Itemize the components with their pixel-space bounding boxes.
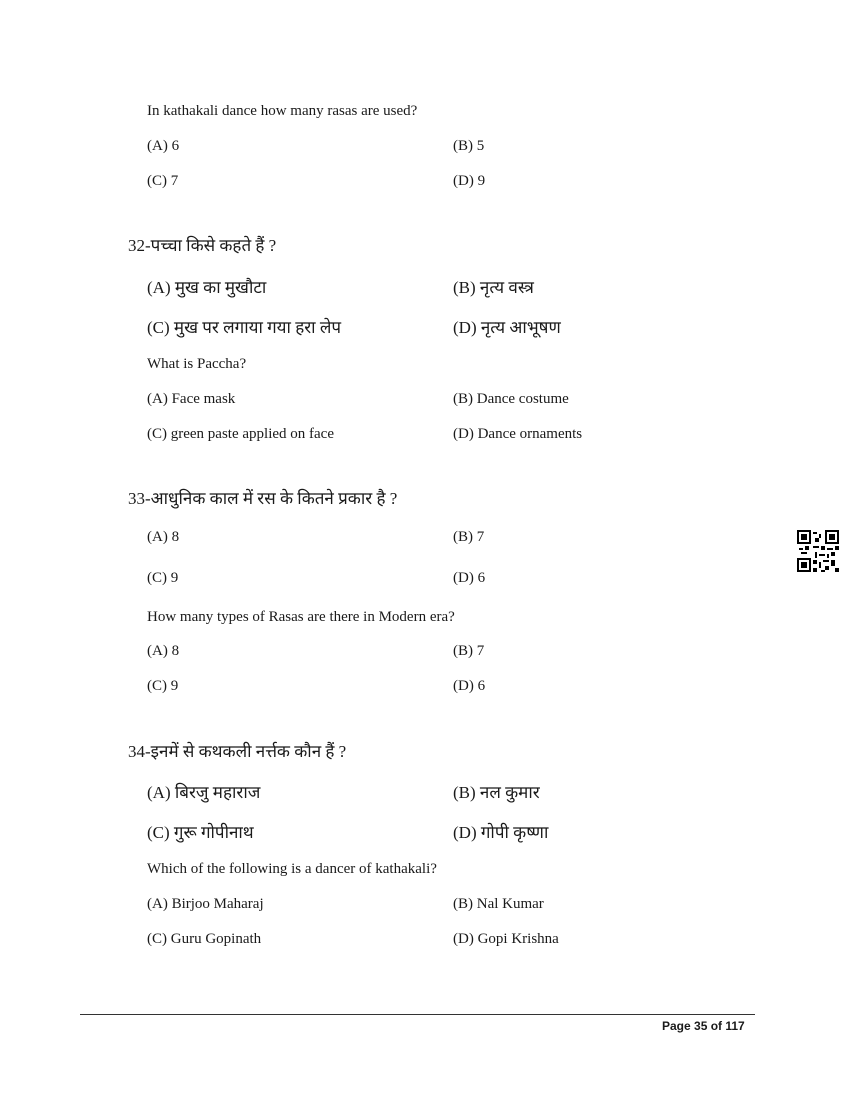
q33-english-question: How many types of Rasas are there in Modern era?: [147, 609, 455, 625]
q33-option-c: (C) 9: [147, 678, 179, 694]
q31-english-question: In kathakali dance how many rasas are used?: [147, 103, 418, 119]
q32-hindi-option-b: (B) नृत्य वस्त्र: [453, 278, 534, 297]
q33-option-d: (D) 6: [453, 678, 486, 694]
q32-english-question: What is Paccha?: [147, 356, 247, 372]
q34-hindi-option-b: (B) नल कुमार: [453, 783, 540, 802]
page-number: Page 35 of 117: [662, 1019, 745, 1033]
q32-hindi-question: 32-पच्चा किसे कहते हैं ?: [128, 236, 277, 255]
q34-hindi-option-d: (D) गोपी कृष्णा: [453, 823, 549, 842]
q33-option-b: (B) 7: [453, 643, 485, 659]
q32-hindi-option-d: (D) नृत्य आभूषण: [453, 318, 561, 337]
q34-hindi-question: 34-इनमें से कथकली नर्त्तक कौन हैं ?: [128, 742, 347, 761]
q32-hindi-option-a: (A) मुख का मुखौटा: [147, 278, 267, 297]
footer-rule: [80, 1014, 755, 1015]
q31-option-a: (A) 6: [147, 138, 180, 154]
q34-hindi-option-c: (C) गुरू गोपीनाथ: [147, 823, 254, 842]
q32-option-a: (A) Face mask: [147, 391, 236, 407]
q34-option-d: (D) Gopi Krishna: [453, 931, 559, 947]
qr-code-icon: [797, 530, 839, 572]
q33-hindi-question: 33-आधुनिक काल में रस के कितने प्रकार है ?: [128, 489, 398, 508]
q31-option-c: (C) 7: [147, 173, 179, 189]
q34-option-a: (A) Birjoo Maharaj: [147, 896, 264, 912]
q31-option-d: (D) 9: [453, 173, 486, 189]
q32-option-b: (B) Dance costume: [453, 391, 569, 407]
q33-hindi-option-b: (B) 7: [453, 529, 485, 545]
q34-option-c: (C) Guru Gopinath: [147, 931, 262, 947]
q34-hindi-option-a: (A) बिरजु महाराज: [147, 783, 261, 802]
q31-option-b: (B) 5: [453, 138, 485, 154]
q33-hindi-option-a: (A) 8: [147, 529, 180, 545]
q33-hindi-option-c: (C) 9: [147, 570, 179, 586]
q34-english-question: Which of the following is a dancer of kathakali?: [147, 861, 437, 877]
q32-hindi-option-c: (C) मुख पर लगाया गया हरा लेप: [147, 318, 342, 337]
q32-option-c: (C) green paste applied on face: [147, 426, 334, 442]
q33-option-a: (A) 8: [147, 643, 180, 659]
q32-option-d: (D) Dance ornaments: [453, 426, 583, 442]
q34-option-b: (B) Nal Kumar: [453, 896, 544, 912]
q33-hindi-option-d: (D) 6: [453, 570, 486, 586]
